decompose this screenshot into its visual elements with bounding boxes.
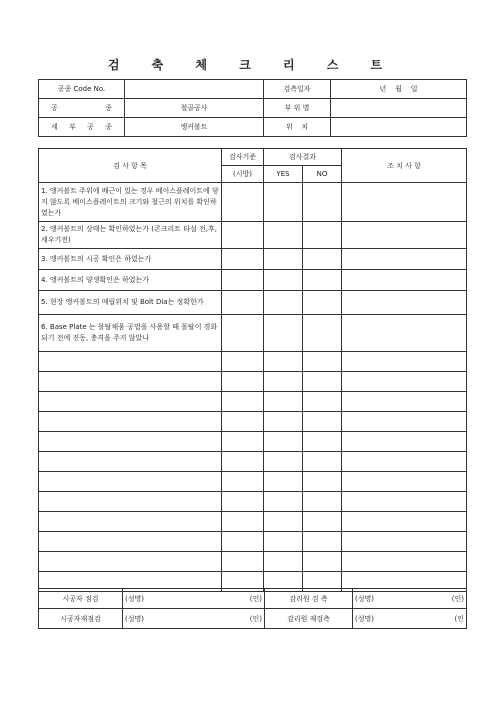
empty-row-cell[interactable] [303,352,342,372]
empty-row-cell[interactable] [39,512,222,532]
empty-row-cell[interactable] [264,552,303,572]
supervisor-recheck-name: (성명) [355,614,374,623]
empty-row-cell[interactable] [222,492,264,512]
supervisor-recheck-label: 감리원 재검측 [265,609,353,629]
empty-row-cell[interactable] [264,432,303,452]
empty-row-cell[interactable] [342,392,467,412]
empty-row-cell[interactable] [222,472,264,492]
inspection-item: 4. 앵커볼트의 양생확인은 하였는가 [39,270,222,291]
standard-sub: (시방) [222,166,264,183]
empty-row-cell[interactable] [222,352,264,372]
standard-cell[interactable] [222,249,264,270]
empty-row-cell[interactable] [342,472,467,492]
supervisor-check-seal: (인) [451,594,464,603]
location-label: 위 치 [264,118,331,137]
empty-row-cell[interactable] [264,512,303,532]
action-cell[interactable] [342,249,467,270]
empty-row-cell[interactable] [264,472,303,492]
action-cell[interactable] [342,222,467,249]
inspection-item: 2. 앵커볼트의 상태는 확인하였는가 (콘크리트 타설 전,후, 세우기전) [39,222,222,249]
inspection-item: 3. 앵커볼트의 시공 확인은 하였는가 [39,249,222,270]
yes-cell[interactable] [264,183,303,222]
yes-cell[interactable] [264,270,303,291]
contractor-recheck-label: 시공자재점검 [39,609,123,629]
empty-row-cell[interactable] [342,412,467,432]
empty-row-cell[interactable] [342,452,467,472]
empty-row-cell[interactable] [342,432,467,452]
date-value[interactable]: 년 월 일 [331,80,467,99]
empty-row-cell[interactable] [303,452,342,472]
yes-cell[interactable] [264,222,303,249]
empty-row-cell[interactable] [39,452,222,472]
empty-row-cell[interactable] [39,432,222,452]
no-cell[interactable] [303,315,342,352]
empty-row-cell[interactable] [264,352,303,372]
empty-row-cell[interactable] [39,352,222,372]
standard-cell[interactable] [222,183,264,222]
empty-row-cell[interactable] [264,392,303,412]
inspection-item: 5. 현장 앵커볼트의 매립위치 및 Bolt Dia는 정확한가 [39,291,222,315]
action-cell[interactable] [342,315,467,352]
contractor-recheck-seal: (인) [229,609,265,629]
empty-row-cell[interactable] [303,512,342,532]
contractor-recheck-name[interactable]: (성명) [123,609,229,629]
inspection-item: 1. 앵커볼트 주위에 배근이 있는 경우 베이스플레이트에 닿지 않도록 베이스플레이트의 크기와 철근의 위치를 확인하였는가 [39,183,222,222]
empty-row-cell[interactable] [303,492,342,512]
empty-row-cell[interactable] [39,492,222,512]
no-cell[interactable] [303,291,342,315]
empty-row-cell[interactable] [39,412,222,432]
empty-row-cell[interactable] [264,452,303,472]
action-cell[interactable] [342,270,467,291]
empty-row-cell[interactable] [222,552,264,572]
empty-row-cell[interactable] [222,512,264,532]
work-label: 공 종 [39,99,125,118]
no-cell[interactable] [303,270,342,291]
no-header: NO [303,166,342,183]
empty-row-cell[interactable] [303,432,342,452]
contractor-check-seal: (인) [229,589,265,609]
supervisor-recheck-cell[interactable] [353,609,467,629]
code-label: 공종 Code No. [39,80,125,99]
header-table [38,79,467,137]
empty-row-cell[interactable] [303,392,342,412]
inspection-table [38,148,467,592]
empty-row-cell[interactable] [342,352,467,372]
empty-row-cell[interactable] [222,432,264,452]
empty-row-cell[interactable] [222,532,264,552]
empty-row-cell[interactable] [342,372,467,392]
empty-row-cell[interactable] [264,532,303,552]
action-cell[interactable] [342,291,467,315]
standard-cell[interactable] [222,270,264,291]
work-value: 철골공사 [125,99,264,118]
yes-cell[interactable] [264,249,303,270]
empty-row-cell[interactable] [264,412,303,432]
empty-row-cell[interactable] [39,552,222,572]
item-header: 검 사 항 목 [39,149,222,183]
supervisor-recheck-seal: (인 [454,614,464,623]
inspection-item: 6. Base Plate 는 몰탈채움 공법을 사용할 때 몰탈이 경화되기 전에 진동, 충격을 주지 않았나 [39,315,222,352]
action-header: 조 치 사 항 [342,149,467,183]
supervisor-check-cell[interactable] [353,589,467,609]
standard-cell[interactable] [222,222,264,249]
empty-row-cell[interactable] [39,372,222,392]
standard-cell[interactable] [222,315,264,352]
empty-row-cell[interactable] [222,412,264,432]
standard-cell[interactable] [222,291,264,315]
supervisor-check-name: (성명) [355,594,374,603]
contractor-check-name[interactable]: (성명) [123,589,229,609]
no-cell[interactable] [303,183,342,222]
supervisor-check-label: 감리원 검 측 [265,589,353,609]
empty-row-cell[interactable] [303,412,342,432]
detail-label: 세 부 공 종 [39,118,125,137]
date-label: 검측일자 [264,80,331,99]
empty-row-cell[interactable] [342,512,467,532]
empty-row-cell[interactable] [39,472,222,492]
empty-row-cell[interactable] [303,372,342,392]
location-value[interactable] [331,118,467,137]
action-cell[interactable] [342,183,467,222]
part-label: 부 위 별 [264,99,331,118]
empty-row-cell[interactable] [222,372,264,392]
empty-row-cell[interactable] [222,392,264,412]
empty-row-cell[interactable] [303,532,342,552]
detail-value: 앵커볼트 [125,118,264,137]
yes-header: YES [264,166,303,183]
yes-cell[interactable] [264,315,303,352]
standard-header: 검사기준 [222,149,264,166]
contractor-check-label: 시공자 점검 [39,589,123,609]
result-header: 검사결과 [264,149,342,166]
yes-cell[interactable] [264,291,303,315]
no-cell[interactable] [303,249,342,270]
empty-row-cell[interactable] [303,472,342,492]
empty-row-cell[interactable] [303,552,342,572]
code-value[interactable] [125,80,264,99]
empty-row-cell[interactable] [222,452,264,472]
empty-row-cell[interactable] [264,372,303,392]
empty-row-cell[interactable] [264,492,303,512]
no-cell[interactable] [303,222,342,249]
signature-table [38,588,467,629]
empty-row-cell[interactable] [342,532,467,552]
page-title: 검 축 체 크 리 스 트 [107,58,397,72]
part-value[interactable] [331,99,467,118]
empty-row-cell[interactable] [342,552,467,572]
empty-row-cell[interactable] [39,392,222,412]
empty-row-cell[interactable] [39,532,222,552]
empty-row-cell[interactable] [342,492,467,512]
